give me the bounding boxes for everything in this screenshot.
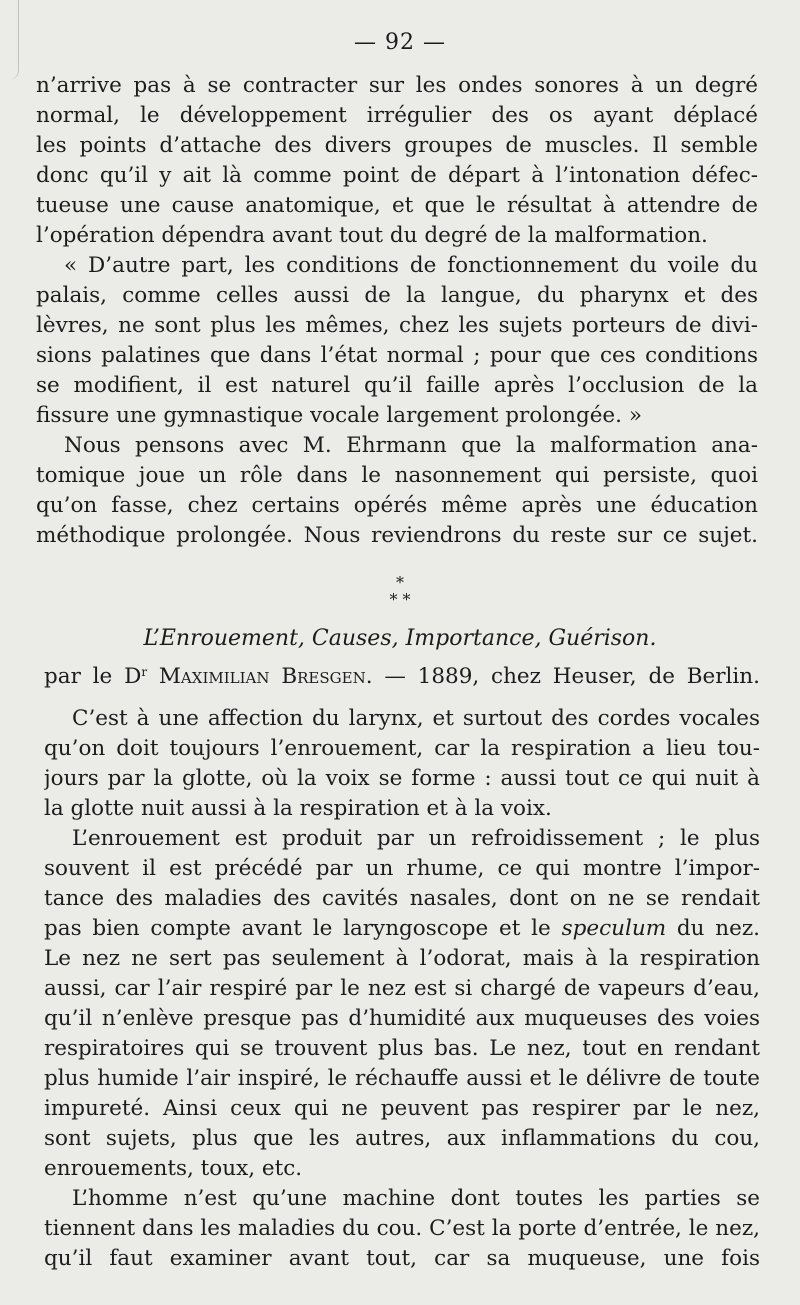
text-line: plus humide l’air inspiré, le réchauffe aussi et le délivre de toute xyxy=(44,1066,760,1091)
text-line: sions palatines que dans l’état normal ; pour que ces conditions xyxy=(36,343,758,368)
byline-prefix: par le D xyxy=(44,664,142,689)
text-line: méthodique prolongée. Nous reviendrons du reste sur ce sujet. xyxy=(36,523,758,548)
text-line: Le nez ne sert pas seulement à l’odorat, mais à la respiration xyxy=(44,946,760,971)
text-line: tance des maladies des cavités nasales, dont on ne se rendait xyxy=(44,886,760,911)
paragraph-block-bottom xyxy=(44,704,760,1274)
section-separator-stars: * * xyxy=(389,590,411,609)
text-line: donc qu’il y ait là comme point de départ à l’intonation défec- xyxy=(36,163,758,188)
paragraph-block-top xyxy=(36,71,758,551)
article-title: L’Enrouement, Causes, Importance, Guérison. xyxy=(143,626,657,651)
text-line: fissure une gymnastique vocale largement prolongée. » xyxy=(36,403,642,428)
text-line: qu’on doit toujours l’enrouement, car la respiration a lieu tou- xyxy=(44,736,760,761)
text-line: « D’autre part, les conditions de fonctionnement du voile du xyxy=(64,253,758,278)
text-line: L’homme n’est qu’une machine dont toutes les parties se xyxy=(72,1186,760,1211)
text-line: tomique joue un rôle dans le nasonnement qui persiste, quoi xyxy=(36,463,758,488)
text-line: qu’on fasse, chez certains opérés même après une éducation xyxy=(36,493,758,518)
text-line: tueuse une cause anatomique, et que le résultat à attendre de xyxy=(36,193,758,218)
section-separator-star: * xyxy=(396,573,404,592)
text-line: L’enrouement est produit par un refroidissement ; le plus xyxy=(72,826,760,851)
byline-publication: — 1889, chez Heuser, de Berlin. xyxy=(384,664,760,689)
text-line: pas bien compte avant le laryngoscope et le speculum du nez. xyxy=(44,916,760,941)
text-line: se modifient, il est naturel qu’il faille après l’occlusion de la xyxy=(36,373,758,398)
italic-term: speculum xyxy=(561,916,667,941)
text-line: normal, le développement irrégulier des os ayant déplacé xyxy=(36,103,758,128)
page-number: — 92 — xyxy=(354,30,446,55)
text-line: qu’il n’enlève presque pas d’humidité aux muqueuses des voies xyxy=(44,1006,760,1031)
text-line: Nous pensons avec M. Ehrmann que la malformation ana- xyxy=(64,433,758,458)
text-line: aussi, car l’air respiré par le nez est si chargé de vapeurs d’eau, xyxy=(44,976,760,1001)
text-line: C’est à une affection du larynx, et surtout des cordes vocales xyxy=(72,706,760,731)
text-line: enrouements, toux, etc. xyxy=(44,1156,303,1181)
text-line: la glotte nuit aussi à la respiration et à la voix. xyxy=(44,796,552,821)
text-line: souvent il est précédé par un rhume, ce qui montre l’impor- xyxy=(44,856,760,881)
article-byline xyxy=(44,662,760,692)
text-line: sont sujets, plus que les autres, aux inflammations du cou, xyxy=(44,1126,760,1151)
text-line: impureté. Ainsi ceux qui ne peuvent pas respirer par le nez, xyxy=(44,1096,760,1121)
text-line: n’arrive pas à se contracter sur les ondes sonores à un degré xyxy=(36,73,758,98)
text-line: tiennent dans les maladies du cou. C’est la porte d’entrée, le nez, xyxy=(44,1216,760,1241)
text-line: qu’il faut examiner avant tout, car sa muqueuse, une fois xyxy=(44,1246,760,1271)
text-line: jours par la glotte, où la voix se forme : aussi tout ce qui nuit à xyxy=(44,766,760,791)
text-line: lèvres, ne sont plus les mêmes, chez les sujets porteurs de divi- xyxy=(36,313,758,338)
byline-title-sup: r xyxy=(141,665,148,679)
byline-author: Maximilian Bresgen. xyxy=(158,664,373,689)
text-line: palais, comme celles aussi de la langue, du pharynx et des xyxy=(36,283,758,308)
text-line: l’opération dépendra avant tout du degré de la malformation. xyxy=(36,223,708,248)
text-line: respiratoires qui se trouvent plus bas. Le nez, tout en rendant xyxy=(44,1036,760,1061)
text-line: les points d’attache des divers groupes de muscles. Il semble xyxy=(36,133,758,158)
